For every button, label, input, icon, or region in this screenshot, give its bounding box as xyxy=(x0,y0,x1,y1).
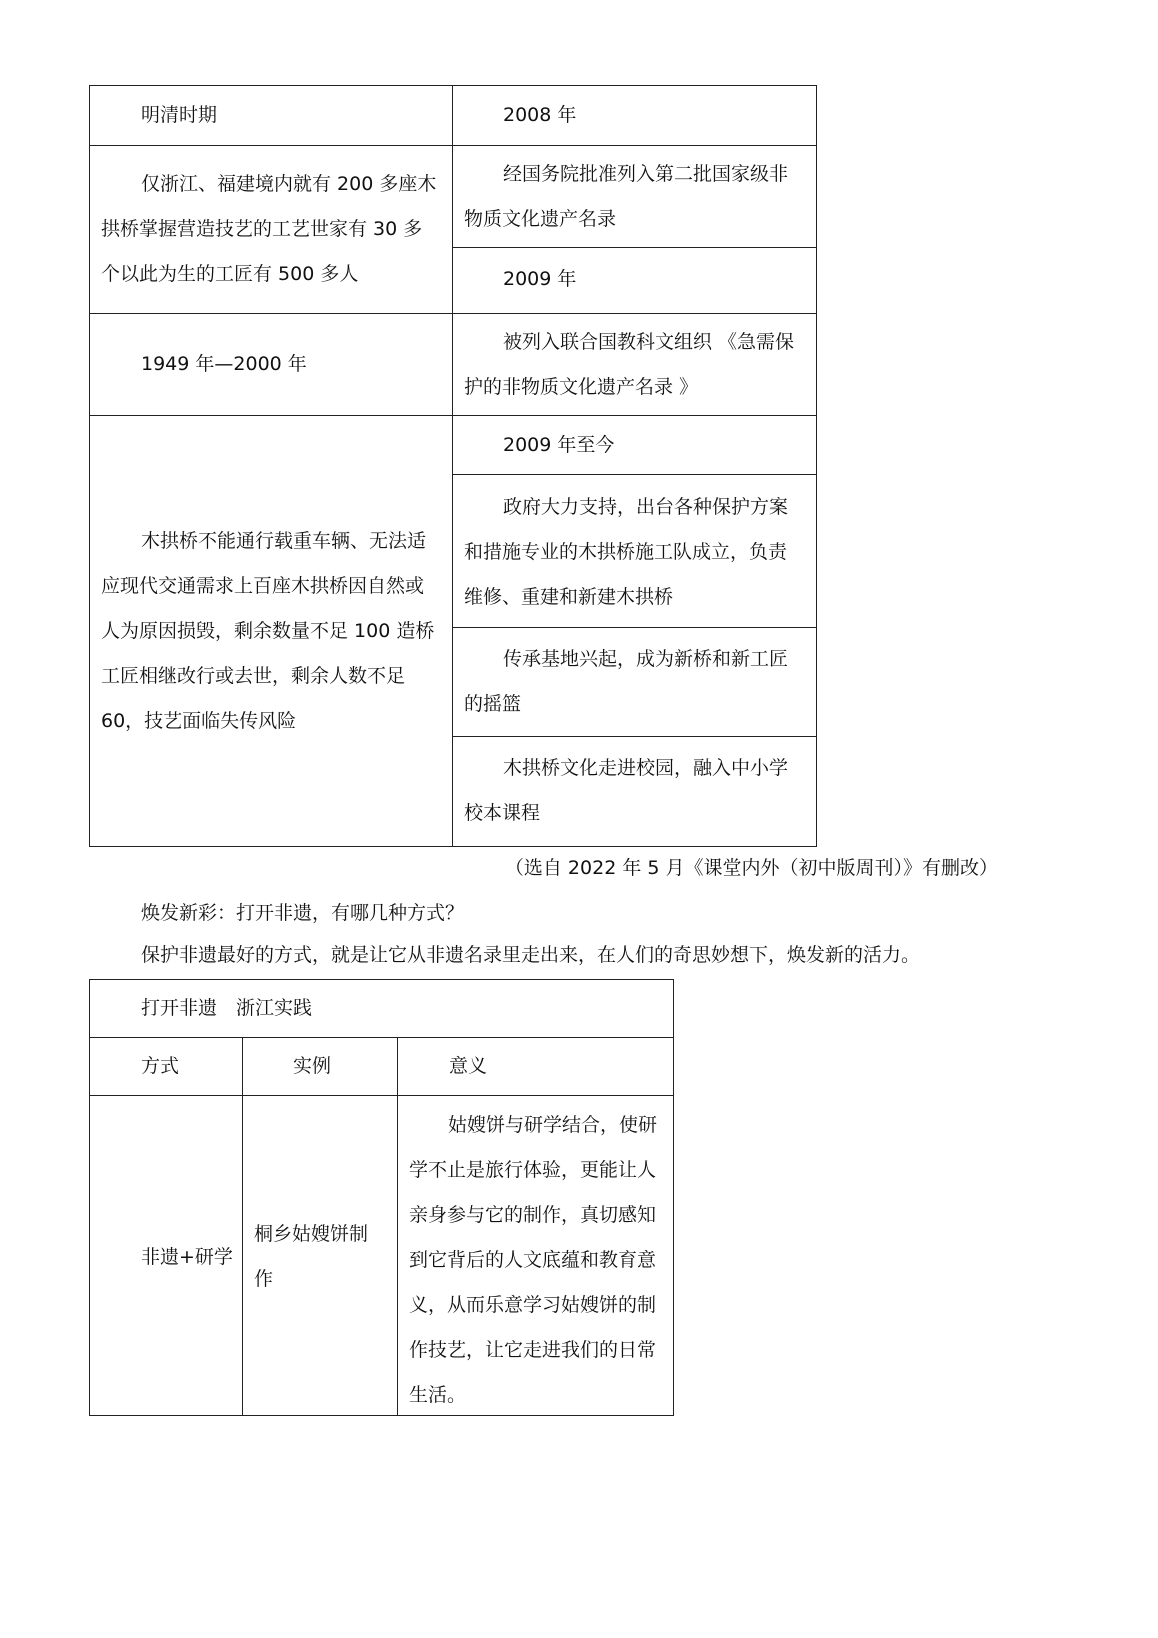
text-line: 桐乡姑嫂饼制 xyxy=(254,1223,369,1245)
text-line: 作 xyxy=(254,1268,274,1290)
text-line: 和措施专业的木拱桥施工队成立，负责 xyxy=(464,541,788,563)
text-line: 木拱桥不能通行载重车辆、无法适 xyxy=(141,530,427,552)
text-line: 到它背后的人文底蕴和教育意 xyxy=(409,1249,657,1271)
table-divider xyxy=(89,1037,674,1038)
body-paragraph: 保护非遗最好的方式，就是让它从非遗名录里走出来，在人们的奇思妙想下，焕发新的活力。 xyxy=(141,944,921,966)
table-divider xyxy=(242,1037,243,1416)
header-meaning: 意义 xyxy=(449,1055,488,1077)
crisis-description xyxy=(101,519,434,744)
table-border xyxy=(816,85,817,847)
text-line: 护的非物质文化遗产名录 》 xyxy=(464,376,699,398)
table-border xyxy=(673,979,674,1416)
text-line: 校本课程 xyxy=(464,802,541,824)
text-line: 生活。 xyxy=(409,1384,467,1406)
table-divider xyxy=(89,145,817,146)
table-divider xyxy=(452,247,817,248)
text-line: 学不止是旅行体验，更能让人 xyxy=(409,1159,657,1181)
text-line: 作技艺，让它走进我们的日常 xyxy=(409,1339,657,1361)
table-divider xyxy=(452,85,453,847)
meaning-cell xyxy=(409,1103,657,1418)
text-line: 个以此为生的工匠有 500 多人 xyxy=(101,263,359,285)
text-line: 人为原因损毁，剩余数量不足 100 造桥 xyxy=(101,620,435,642)
government-support xyxy=(464,485,788,620)
text-line: 木拱桥文化走进校园，融入中小学 xyxy=(503,757,789,779)
period-ming-qing: 明清时期 xyxy=(141,104,218,126)
section-heading: 焕发新彩：打开非遗，有哪几种方式？ xyxy=(141,902,465,924)
source-citation: （选自 2022 年 5 月《课堂内外（初中版周刊）》有删改） xyxy=(504,857,998,879)
period-1949-2000: 1949 年—2000 年 xyxy=(141,353,307,375)
table-divider xyxy=(89,415,817,416)
text-line: 传承基地兴起，成为新桥和新工匠 xyxy=(503,648,789,670)
year-2008: 2008 年 xyxy=(503,104,577,126)
text-line: 政府大力支持，出台各种保护方案 xyxy=(503,496,789,518)
text-line: 应现代交通需求上百座木拱桥因自然或 xyxy=(101,575,425,597)
text-line: 工匠相继改行或去世，剩余人数不足 xyxy=(101,665,406,687)
table-border xyxy=(89,85,90,847)
craft-family-description xyxy=(101,162,436,297)
campus-culture xyxy=(464,746,788,836)
example-cell xyxy=(254,1212,368,1302)
unesco-listing xyxy=(464,320,794,410)
text-line: 义，从而乐意学习姑嫂饼的制 xyxy=(409,1294,657,1316)
text-line: 的摇篮 xyxy=(464,693,522,715)
text-line: 仅浙江、福建境内就有 200 多座木 xyxy=(141,173,437,195)
table-divider xyxy=(89,313,817,314)
header-method: 方式 xyxy=(141,1055,180,1077)
method-cell: 非遗+研学 xyxy=(141,1246,233,1268)
table-divider xyxy=(452,627,817,628)
table-divider xyxy=(452,474,817,475)
table-divider xyxy=(397,1037,398,1416)
year-2009: 2009 年 xyxy=(503,268,577,290)
table-title: 打开非遗 浙江实践 xyxy=(141,997,313,1019)
period-2009-now: 2009 年至今 xyxy=(503,434,615,456)
text-line: 被列入联合国教科文组织 《急需保 xyxy=(503,331,795,353)
table-border xyxy=(89,85,817,86)
table-border xyxy=(89,846,817,847)
text-line: 维修、重建和新建木拱桥 xyxy=(464,586,674,608)
table-divider xyxy=(452,736,817,737)
inheritance-base xyxy=(464,637,788,727)
text-line: 60，技艺面临失传风险 xyxy=(101,710,297,732)
text-line: 拱桥掌握营造技艺的工艺世家有 30 多 xyxy=(101,218,423,240)
table-border xyxy=(89,979,90,1416)
table-divider xyxy=(89,1095,674,1096)
text-line: 经国务院批准列入第二批国家级非 xyxy=(503,163,789,185)
text-line: 物质文化遗产名录 xyxy=(464,208,617,230)
state-council-listing xyxy=(464,152,788,242)
text-line: 亲身参与它的制作，真切感知 xyxy=(409,1204,657,1226)
header-example: 实例 xyxy=(293,1055,332,1077)
table-border xyxy=(89,979,674,980)
text-line: 姑嫂饼与研学结合，使研 xyxy=(448,1114,658,1136)
